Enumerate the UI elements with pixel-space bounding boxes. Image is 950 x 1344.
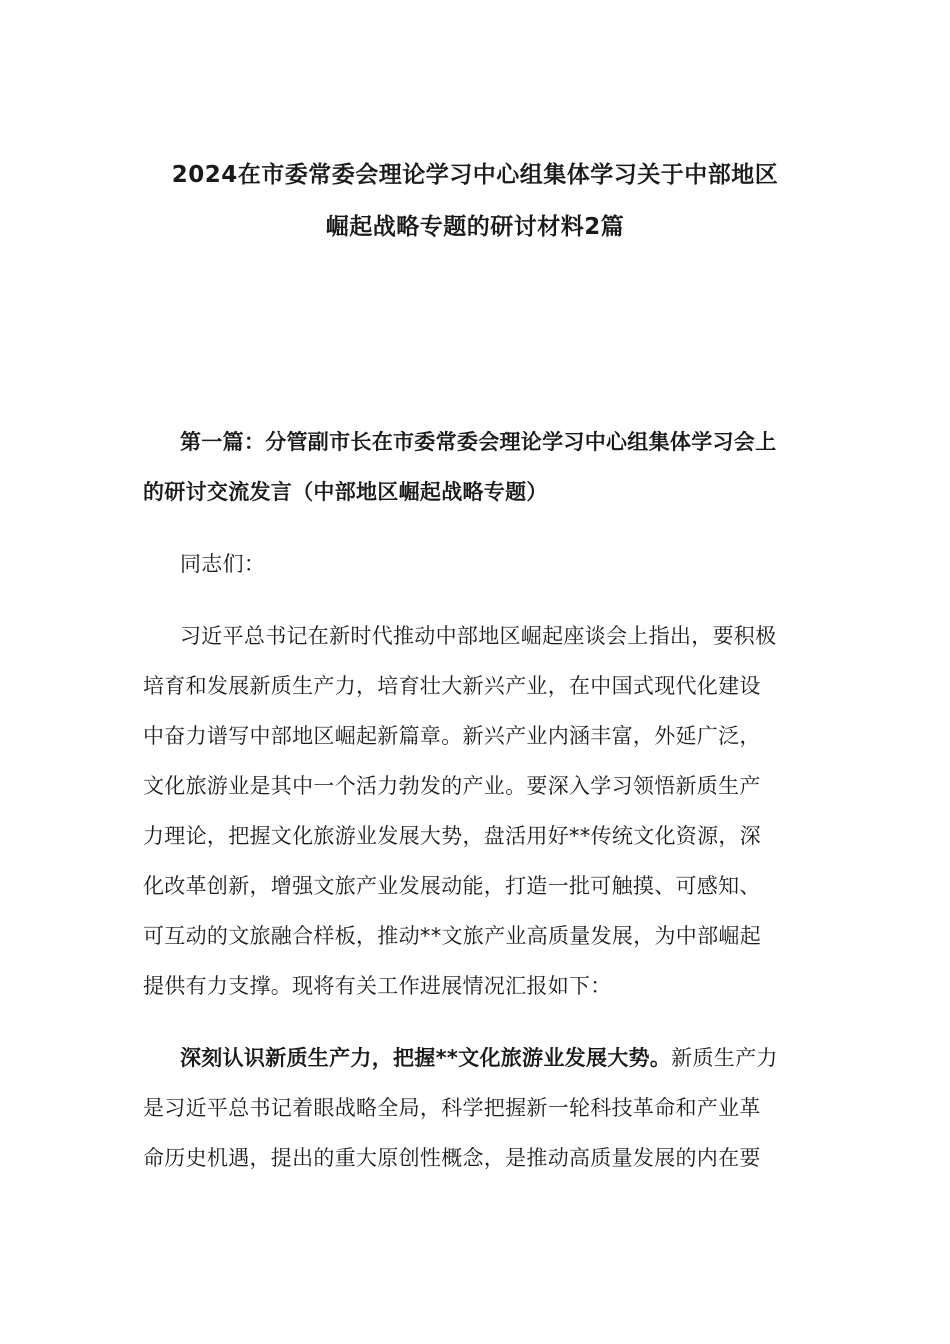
paragraph-2-line-1-rest: 新质生产力 (671, 1046, 778, 1070)
paragraph-1-line: 力理论，把握文化旅游业发展大势，盘活用好**传统文化资源，深 (143, 824, 761, 848)
paragraph-1-line: 可互动的文旅融合样板，推动**文旅产业高质量发展，为中部崛起 (143, 924, 761, 948)
paragraph-1-line: 培育和发展新质生产力，培育壮大新兴产业，在中国式现代化建设 (143, 674, 761, 698)
paragraph-2-bold-lead: 深刻认识新质生产力，把握**文化旅游业发展大势。 (180, 1046, 672, 1070)
paragraph-2-first-line (180, 1043, 820, 1073)
paragraph-1-line: 提供有力支撑。现将有关工作进展情况汇报如下： (143, 974, 612, 998)
paragraph-2-line: 命历史机遇，提出的重大原创性概念，是推动高质量发展的内在要 (143, 1146, 761, 1170)
section-heading-line-1: 第一篇：分管副市长在市委常委会理论学习中心组集体学习会上 (180, 430, 777, 454)
salutation: 同志们： (180, 552, 266, 576)
paragraph-1-line: 中奋力谱写中部地区崛起新篇章。新兴产业内涵丰富，外延广泛， (143, 724, 761, 748)
document-title-line-1: 2024在市委常委会理论学习中心组集体学习关于中部地区 (171, 162, 779, 188)
paragraph-1-line: 文化旅游业是其中一个活力勃发的产业。要深入学习领悟新质生产 (143, 774, 761, 798)
paragraph-2-line: 是习近平总书记着眼战略全局，科学把握新一轮科技革命和产业革 (143, 1096, 761, 1120)
document-title-line-2: 崛起战略专题的研讨材料2篇 (325, 214, 625, 240)
section-heading-line-2: 的研讨交流发言（中部地区崛起战略专题） (143, 480, 548, 504)
paragraph-1-line: 化改革创新，增强文旅产业发展动能，打造一批可触摸、可感知、 (143, 874, 761, 898)
paragraph-1-line: 习近平总书记在新时代推动中部地区崛起座谈会上指出，要积极 (180, 624, 777, 648)
